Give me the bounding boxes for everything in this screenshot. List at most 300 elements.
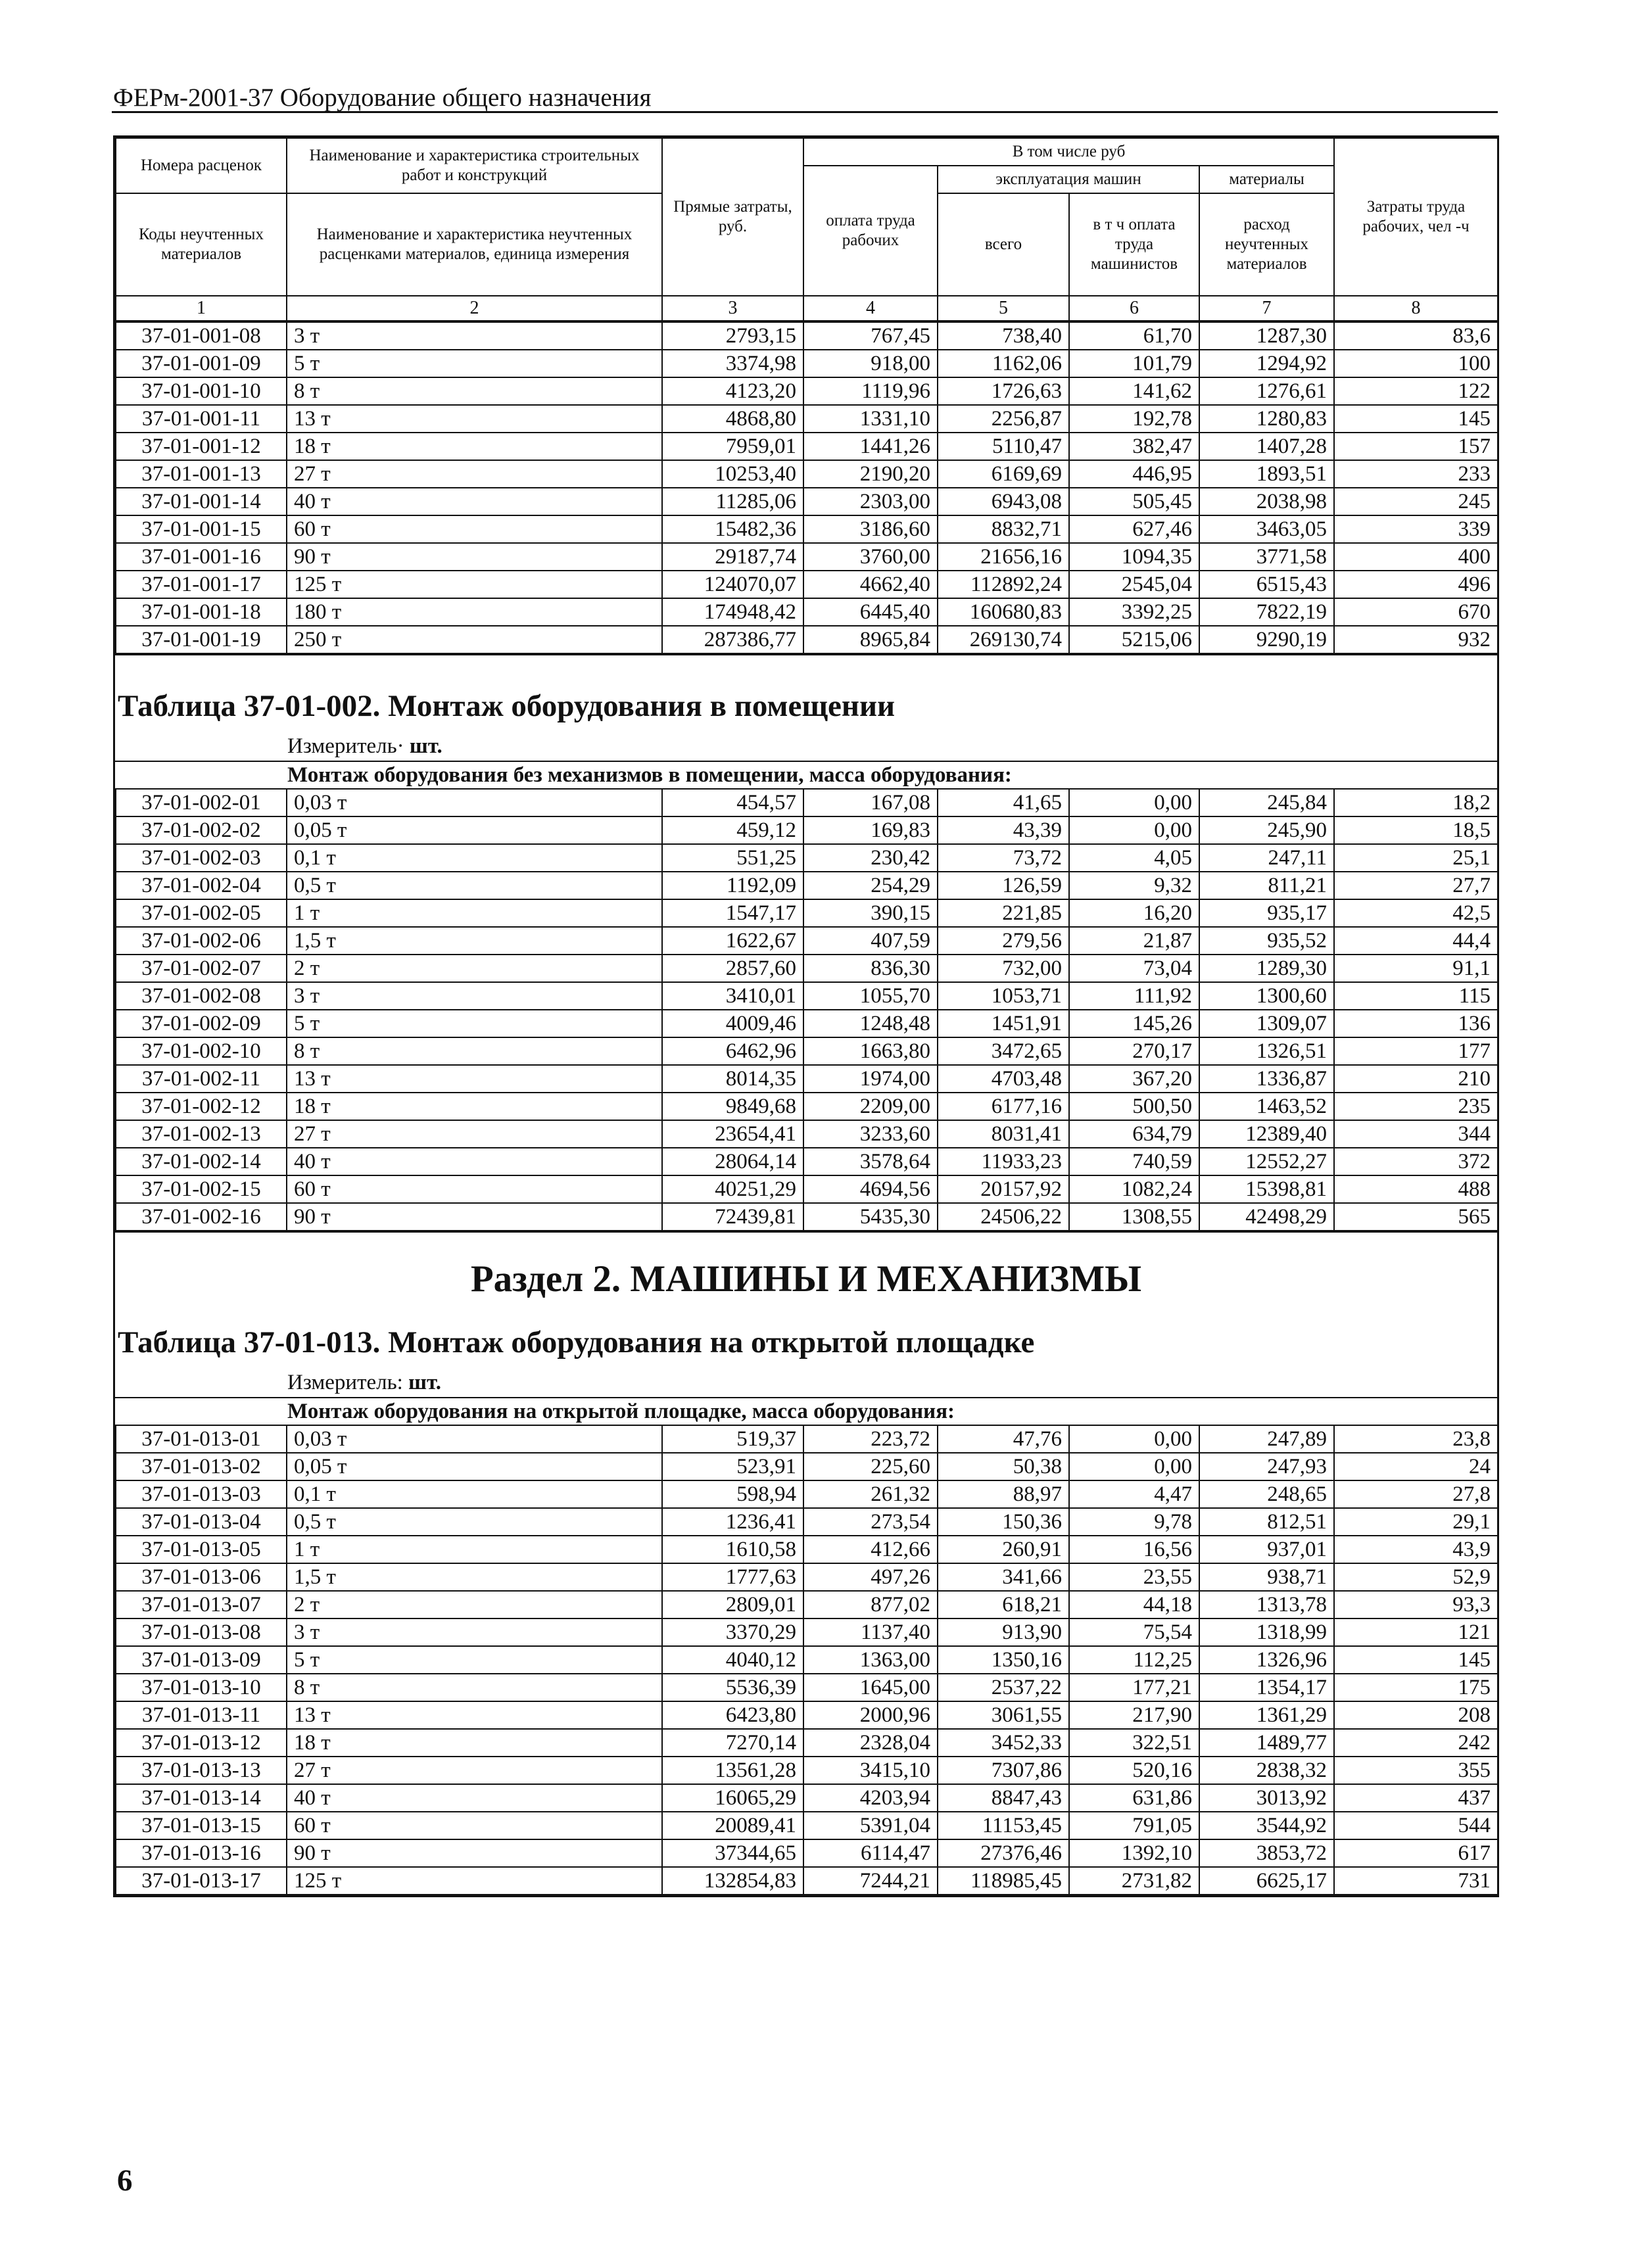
labor-pay-cell: 407,59 <box>803 927 938 955</box>
materials-cell: 1361,29 <box>1199 1701 1334 1729</box>
machine-operators-pay-cell: 112,25 <box>1069 1646 1199 1674</box>
work-name-cell: 125 т <box>287 571 662 598</box>
work-name-cell: 1,5 т <box>287 1563 662 1591</box>
table-row <box>116 1839 1498 1867</box>
work-name-cell: 2 т <box>287 955 662 982</box>
unit-value: шт. <box>409 734 442 758</box>
direct-costs-cell: 124070,07 <box>662 571 803 598</box>
machines-total-cell: 2256,87 <box>938 405 1069 433</box>
materials-cell: 1893,51 <box>1199 460 1334 488</box>
labor-pay-cell: 1441,26 <box>803 433 938 460</box>
labor-pay-cell: 1363,00 <box>803 1646 938 1674</box>
materials-cell: 247,93 <box>1199 1453 1334 1480</box>
materials-cell: 937,01 <box>1199 1536 1334 1563</box>
labor-hours-cell: 25,1 <box>1334 844 1498 872</box>
direct-costs-cell: 3410,01 <box>662 982 803 1010</box>
machines-total-cell: 279,56 <box>938 927 1069 955</box>
machines-total-cell: 341,66 <box>938 1563 1069 1591</box>
labor-pay-cell: 4662,40 <box>803 571 938 598</box>
machines-total-cell: 3061,55 <box>938 1701 1069 1729</box>
direct-costs-cell: 15482,36 <box>662 515 803 543</box>
rate-code-cell: 37-01-013-06 <box>116 1563 287 1591</box>
header-machines: эксплуатация машин <box>938 166 1199 193</box>
machine-operators-pay-cell: 101,79 <box>1069 350 1199 377</box>
rate-code-cell: 37-01-001-09 <box>116 350 287 377</box>
labor-hours-cell: 544 <box>1334 1812 1498 1839</box>
machines-total-cell: 20157,92 <box>938 1175 1069 1203</box>
direct-costs-cell: 23654,41 <box>662 1120 803 1148</box>
labor-hours-cell: 670 <box>1334 598 1498 626</box>
table-row <box>116 350 1498 377</box>
materials-cell: 1489,77 <box>1199 1729 1334 1757</box>
machine-operators-pay-cell: 75,54 <box>1069 1618 1199 1646</box>
work-name-cell: 40 т <box>287 1784 662 1812</box>
materials-cell: 811,21 <box>1199 872 1334 899</box>
materials-cell: 7822,19 <box>1199 598 1334 626</box>
work-name-cell: 0,05 т <box>287 1453 662 1480</box>
machine-operators-pay-cell: 73,04 <box>1069 955 1199 982</box>
table-row <box>116 1203 1498 1231</box>
table-row <box>116 1175 1498 1203</box>
materials-cell: 9290,19 <box>1199 626 1334 653</box>
table-title-002: Таблица 37-01-002. Монтаж оборудования в помещении <box>118 689 896 723</box>
header-materials-unaccounted: расход неучтенных материалов <box>1199 193 1334 296</box>
labor-pay-cell: 2328,04 <box>803 1729 938 1757</box>
labor-hours-cell: 145 <box>1334 405 1498 433</box>
direct-costs-cell: 8014,35 <box>662 1065 803 1093</box>
work-name-cell: 90 т <box>287 543 662 571</box>
materials-cell: 6625,17 <box>1199 1867 1334 1895</box>
labor-pay-cell: 4203,94 <box>803 1784 938 1812</box>
table-row <box>116 1453 1498 1480</box>
labor-pay-cell: 3578,64 <box>803 1148 938 1175</box>
header-code-top: Номера расценок <box>116 138 287 193</box>
work-name-cell: 0,5 т <box>287 872 662 899</box>
machines-total-cell: 618,21 <box>938 1591 1069 1618</box>
labor-pay-cell: 3415,10 <box>803 1757 938 1784</box>
labor-pay-cell: 261,32 <box>803 1480 938 1508</box>
labor-pay-cell: 1663,80 <box>803 1037 938 1065</box>
table-row <box>116 1065 1498 1093</box>
materials-cell: 3544,92 <box>1199 1812 1334 1839</box>
materials-cell: 1309,07 <box>1199 1010 1334 1037</box>
machines-total-cell: 4703,48 <box>938 1065 1069 1093</box>
materials-cell: 12389,40 <box>1199 1120 1334 1148</box>
machine-operators-pay-cell: 2545,04 <box>1069 571 1199 598</box>
rate-code-cell: 37-01-013-03 <box>116 1480 287 1508</box>
machine-operators-pay-cell: 505,45 <box>1069 488 1199 515</box>
labor-pay-cell: 1055,70 <box>803 982 938 1010</box>
labor-pay-cell: 273,54 <box>803 1508 938 1536</box>
rate-code-cell: 37-01-002-05 <box>116 899 287 927</box>
direct-costs-cell: 72439,81 <box>662 1203 803 1231</box>
labor-pay-cell: 412,66 <box>803 1536 938 1563</box>
unit-label: Измеритель· <box>287 734 404 758</box>
labor-hours-cell: 245 <box>1334 488 1498 515</box>
rate-code-cell: 37-01-001-14 <box>116 488 287 515</box>
work-name-cell: 0,03 т <box>287 789 662 816</box>
work-name-cell: 13 т <box>287 1065 662 1093</box>
machines-total-cell: 88,97 <box>938 1480 1069 1508</box>
work-name-cell: 0,05 т <box>287 816 662 844</box>
direct-costs-cell: 1547,17 <box>662 899 803 927</box>
machines-total-cell: 43,39 <box>938 816 1069 844</box>
table-row <box>116 955 1498 982</box>
page-number: 6 <box>117 2163 133 2198</box>
labor-pay-cell: 918,00 <box>803 350 938 377</box>
labor-pay-cell: 1331,10 <box>803 405 938 433</box>
labor-pay-cell: 1248,48 <box>803 1010 938 1037</box>
labor-hours-cell: 400 <box>1334 543 1498 571</box>
group-title: Монтаж оборудования на открытой площадке, масса оборудования: <box>287 1400 955 1424</box>
rate-code-cell: 37-01-013-11 <box>116 1701 287 1729</box>
labor-pay-cell: 254,29 <box>803 872 938 899</box>
table-row <box>116 1757 1498 1784</box>
materials-cell: 245,90 <box>1199 816 1334 844</box>
machine-operators-pay-cell: 631,86 <box>1069 1784 1199 1812</box>
table-row <box>116 872 1498 899</box>
work-name-cell: 5 т <box>287 350 662 377</box>
direct-costs-cell: 1610,58 <box>662 1536 803 1563</box>
work-name-cell: 0,1 т <box>287 1480 662 1508</box>
work-name-cell: 27 т <box>287 460 662 488</box>
machine-operators-pay-cell: 2731,82 <box>1069 1867 1199 1895</box>
machine-operators-pay-cell: 16,20 <box>1069 899 1199 927</box>
machines-total-cell: 913,90 <box>938 1618 1069 1646</box>
rate-code-cell: 37-01-002-16 <box>116 1203 287 1231</box>
machine-operators-pay-cell: 1082,24 <box>1069 1175 1199 1203</box>
machines-total-cell: 160680,83 <box>938 598 1069 626</box>
work-name-cell: 60 т <box>287 1175 662 1203</box>
work-name-cell: 3 т <box>287 1618 662 1646</box>
table-row <box>116 927 1498 955</box>
machine-operators-pay-cell: 382,47 <box>1069 433 1199 460</box>
labor-pay-cell: 230,42 <box>803 844 938 872</box>
work-name-cell: 8 т <box>287 1037 662 1065</box>
direct-costs-cell: 3370,29 <box>662 1618 803 1646</box>
rate-code-cell: 37-01-013-01 <box>116 1425 287 1453</box>
machines-total-cell: 1162,06 <box>938 350 1069 377</box>
work-name-cell: 3 т <box>287 322 662 350</box>
header-direct-costs: Прямые затраты, руб. <box>662 138 803 296</box>
direct-costs-cell: 519,37 <box>662 1425 803 1453</box>
table-row <box>116 460 1498 488</box>
rate-code-cell: 37-01-002-12 <box>116 1093 287 1120</box>
machines-total-cell: 126,59 <box>938 872 1069 899</box>
table-37-01-002 <box>115 788 1498 1231</box>
machines-total-cell: 6943,08 <box>938 488 1069 515</box>
rate-code-cell: 37-01-002-13 <box>116 1120 287 1148</box>
labor-pay-cell: 4694,56 <box>803 1175 938 1203</box>
materials-cell: 245,84 <box>1199 789 1334 816</box>
labor-hours-cell: 93,3 <box>1334 1591 1498 1618</box>
column-number: 8 <box>1334 296 1498 321</box>
labor-pay-cell: 390,15 <box>803 899 938 927</box>
labor-hours-cell: 44,4 <box>1334 927 1498 955</box>
machine-operators-pay-cell: 1392,10 <box>1069 1839 1199 1867</box>
labor-pay-cell: 5391,04 <box>803 1812 938 1839</box>
materials-cell: 42498,29 <box>1199 1203 1334 1231</box>
rate-code-cell: 37-01-001-08 <box>116 322 287 350</box>
machines-total-cell: 73,72 <box>938 844 1069 872</box>
materials-cell: 12552,27 <box>1199 1148 1334 1175</box>
rate-code-cell: 37-01-013-09 <box>116 1646 287 1674</box>
machine-operators-pay-cell: 16,56 <box>1069 1536 1199 1563</box>
labor-hours-cell: 617 <box>1334 1839 1498 1867</box>
materials-cell: 15398,81 <box>1199 1175 1334 1203</box>
rate-code-cell: 37-01-001-13 <box>116 460 287 488</box>
direct-costs-cell: 551,25 <box>662 844 803 872</box>
table-row <box>116 1784 1498 1812</box>
table-row <box>116 1563 1498 1591</box>
labor-hours-cell: 43,9 <box>1334 1536 1498 1563</box>
labor-hours-cell: 565 <box>1334 1203 1498 1231</box>
labor-hours-cell: 208 <box>1334 1701 1498 1729</box>
machine-operators-pay-cell: 217,90 <box>1069 1701 1199 1729</box>
rate-code-cell: 37-01-001-15 <box>116 515 287 543</box>
machine-operators-pay-cell: 0,00 <box>1069 816 1199 844</box>
work-name-cell: 3 т <box>287 982 662 1010</box>
direct-costs-cell: 4868,80 <box>662 405 803 433</box>
direct-costs-cell: 459,12 <box>662 816 803 844</box>
machines-total-cell: 221,85 <box>938 899 1069 927</box>
work-name-cell: 0,5 т <box>287 1508 662 1536</box>
machines-total-cell: 5110,47 <box>938 433 1069 460</box>
materials-cell: 6515,43 <box>1199 571 1334 598</box>
labor-hours-cell: 344 <box>1334 1120 1498 1148</box>
table-row <box>116 488 1498 515</box>
table-row <box>116 405 1498 433</box>
table-row <box>116 433 1498 460</box>
table-row <box>116 844 1498 872</box>
machine-operators-pay-cell: 446,95 <box>1069 460 1199 488</box>
direct-costs-cell: 287386,77 <box>662 626 803 653</box>
machine-operators-pay-cell: 61,70 <box>1069 322 1199 350</box>
machine-operators-pay-cell: 1094,35 <box>1069 543 1199 571</box>
group-title: Монтаж оборудования без механизмов в помещении, масса оборудования: <box>287 763 1012 787</box>
rate-code-cell: 37-01-002-10 <box>116 1037 287 1065</box>
machine-operators-pay-cell: 145,26 <box>1069 1010 1199 1037</box>
work-name-cell: 18 т <box>287 1729 662 1757</box>
rate-code-cell: 37-01-013-13 <box>116 1757 287 1784</box>
column-number: 2 <box>287 296 662 321</box>
table-row <box>116 626 1498 653</box>
materials-cell: 3463,05 <box>1199 515 1334 543</box>
column-number: 7 <box>1199 296 1334 321</box>
table-row <box>116 1701 1498 1729</box>
machine-operators-pay-cell: 0,00 <box>1069 789 1199 816</box>
labor-hours-cell: 488 <box>1334 1175 1498 1203</box>
header-rule <box>112 111 1498 113</box>
table-row <box>116 1646 1498 1674</box>
labor-hours-cell: 932 <box>1334 626 1498 653</box>
column-number: 5 <box>938 296 1069 321</box>
machines-total-cell: 11153,45 <box>938 1812 1069 1839</box>
labor-pay-cell: 3760,00 <box>803 543 938 571</box>
labor-hours-cell: 52,9 <box>1334 1563 1498 1591</box>
direct-costs-cell: 10253,40 <box>662 460 803 488</box>
table-row <box>116 1508 1498 1536</box>
machine-operators-pay-cell: 634,79 <box>1069 1120 1199 1148</box>
direct-costs-cell: 2857,60 <box>662 955 803 982</box>
table-row <box>116 1120 1498 1148</box>
rate-code-cell: 37-01-001-10 <box>116 377 287 405</box>
rate-code-cell: 37-01-002-06 <box>116 927 287 955</box>
machine-operators-pay-cell: 5215,06 <box>1069 626 1199 653</box>
machines-total-cell: 6177,16 <box>938 1093 1069 1120</box>
materials-cell: 3771,58 <box>1199 543 1334 571</box>
table-row <box>116 1010 1498 1037</box>
header-labor-pay: оплата труда рабочих <box>803 166 938 296</box>
machines-total-cell: 150,36 <box>938 1508 1069 1536</box>
machine-operators-pay-cell: 44,18 <box>1069 1591 1199 1618</box>
unit-label: Измеритель: <box>287 1371 403 1395</box>
labor-hours-cell: 122 <box>1334 377 1498 405</box>
rate-code-cell: 37-01-002-02 <box>116 816 287 844</box>
direct-costs-cell: 28064,14 <box>662 1148 803 1175</box>
work-name-cell: 27 т <box>287 1757 662 1784</box>
section-table-37-01-002 <box>115 654 1497 788</box>
work-name-cell: 1 т <box>287 1536 662 1563</box>
direct-costs-cell: 132854,83 <box>662 1867 803 1895</box>
labor-pay-cell: 767,45 <box>803 322 938 350</box>
table-row <box>116 322 1498 350</box>
labor-hours-cell: 339 <box>1334 515 1498 543</box>
labor-hours-cell: 27,7 <box>1334 872 1498 899</box>
machine-operators-pay-cell: 4,47 <box>1069 1480 1199 1508</box>
machines-total-cell: 112892,24 <box>938 571 1069 598</box>
table-row <box>116 377 1498 405</box>
machine-operators-pay-cell: 9,78 <box>1069 1508 1199 1536</box>
direct-costs-cell: 5536,39 <box>662 1674 803 1701</box>
machines-total-cell: 7307,86 <box>938 1757 1069 1784</box>
table-row <box>116 1536 1498 1563</box>
machine-operators-pay-cell: 500,50 <box>1069 1093 1199 1120</box>
labor-hours-cell: 210 <box>1334 1065 1498 1093</box>
direct-costs-cell: 4123,20 <box>662 377 803 405</box>
rate-code-cell: 37-01-013-05 <box>116 1536 287 1563</box>
materials-cell: 1276,61 <box>1199 377 1334 405</box>
materials-cell: 2838,32 <box>1199 1757 1334 1784</box>
labor-hours-cell: 91,1 <box>1334 955 1498 982</box>
labor-pay-cell: 5435,30 <box>803 1203 938 1231</box>
table-row <box>116 571 1498 598</box>
materials-cell: 1318,99 <box>1199 1618 1334 1646</box>
header-machines-operators: в т ч оплата труда машинистов <box>1069 193 1199 296</box>
direct-costs-cell: 29187,74 <box>662 543 803 571</box>
labor-pay-cell: 1137,40 <box>803 1618 938 1646</box>
labor-hours-cell: 42,5 <box>1334 899 1498 927</box>
materials-cell: 247,11 <box>1199 844 1334 872</box>
rate-code-cell: 37-01-001-19 <box>116 626 287 653</box>
work-name-cell: 18 т <box>287 1093 662 1120</box>
labor-hours-cell: 24 <box>1334 1453 1498 1480</box>
labor-pay-cell: 2209,00 <box>803 1093 938 1120</box>
machines-total-cell: 260,91 <box>938 1536 1069 1563</box>
work-name-cell: 1,5 т <box>287 927 662 955</box>
machines-total-cell: 1350,16 <box>938 1646 1069 1674</box>
labor-hours-cell: 496 <box>1334 571 1498 598</box>
materials-cell: 1407,28 <box>1199 433 1334 460</box>
materials-cell: 935,52 <box>1199 927 1334 955</box>
work-name-cell: 13 т <box>287 1701 662 1729</box>
table-row <box>116 515 1498 543</box>
work-name-cell: 0,1 т <box>287 844 662 872</box>
unit-value: шт. <box>408 1371 441 1395</box>
rate-code-cell: 37-01-001-16 <box>116 543 287 571</box>
work-name-cell: 0,03 т <box>287 1425 662 1453</box>
column-number: 3 <box>662 296 803 321</box>
table-row <box>116 899 1498 927</box>
work-name-cell: 90 т <box>287 1839 662 1867</box>
machine-operators-pay-cell: 4,05 <box>1069 844 1199 872</box>
direct-costs-cell: 37344,65 <box>662 1839 803 1867</box>
section-title: Раздел 2. МАШИНЫ И МЕХАНИЗМЫ <box>470 1258 1142 1300</box>
labor-hours-cell: 233 <box>1334 460 1498 488</box>
labor-hours-cell: 355 <box>1334 1757 1498 1784</box>
rate-code-cell: 37-01-013-02 <box>116 1453 287 1480</box>
direct-costs-cell: 9849,68 <box>662 1093 803 1120</box>
table-row <box>116 1425 1498 1453</box>
machine-operators-pay-cell: 270,17 <box>1069 1037 1199 1065</box>
rate-code-cell: 37-01-013-04 <box>116 1508 287 1536</box>
machines-total-cell: 24506,22 <box>938 1203 1069 1231</box>
table-row <box>116 1037 1498 1065</box>
labor-hours-cell: 437 <box>1334 1784 1498 1812</box>
work-name-cell: 8 т <box>287 1674 662 1701</box>
header-labor-costs: Затраты труда рабочих, чел -ч <box>1334 138 1498 296</box>
machine-operators-pay-cell: 367,20 <box>1069 1065 1199 1093</box>
machine-operators-pay-cell: 177,21 <box>1069 1674 1199 1701</box>
machines-total-cell: 3472,65 <box>938 1037 1069 1065</box>
labor-pay-cell: 3233,60 <box>803 1120 938 1148</box>
rate-code-cell: 37-01-013-08 <box>116 1618 287 1646</box>
header-name-top: Наименование и характеристика строительных работ и конструкций <box>287 138 662 193</box>
labor-pay-cell: 3186,60 <box>803 515 938 543</box>
labor-hours-cell: 115 <box>1334 982 1498 1010</box>
labor-pay-cell: 1645,00 <box>803 1674 938 1701</box>
direct-costs-cell: 4040,12 <box>662 1646 803 1674</box>
rate-code-cell: 37-01-013-17 <box>116 1867 287 1895</box>
table-row <box>116 1148 1498 1175</box>
machines-total-cell: 1451,91 <box>938 1010 1069 1037</box>
machines-total-cell: 27376,46 <box>938 1839 1069 1867</box>
work-name-cell: 40 т <box>287 1148 662 1175</box>
column-number: 4 <box>803 296 938 321</box>
machines-total-cell: 11933,23 <box>938 1148 1069 1175</box>
table-37-01-001 <box>115 321 1498 654</box>
rate-code-cell: 37-01-002-09 <box>116 1010 287 1037</box>
table-row <box>116 1591 1498 1618</box>
header-name-bottom: Наименование и характеристика неучтенных расценками материалов, единица измерения <box>287 193 662 296</box>
machine-operators-pay-cell: 0,00 <box>1069 1453 1199 1480</box>
machines-total-cell: 738,40 <box>938 322 1069 350</box>
table-row <box>116 598 1498 626</box>
rate-code-cell: 37-01-013-12 <box>116 1729 287 1757</box>
labor-pay-cell: 1119,96 <box>803 377 938 405</box>
unit-of-measure <box>115 733 1497 762</box>
work-name-cell: 40 т <box>287 488 662 515</box>
column-number: 1 <box>116 296 287 321</box>
machines-total-cell: 47,76 <box>938 1425 1069 1453</box>
work-name-cell: 18 т <box>287 433 662 460</box>
table-row <box>116 816 1498 844</box>
materials-cell: 1280,83 <box>1199 405 1334 433</box>
work-name-cell: 60 т <box>287 1812 662 1839</box>
labor-pay-cell: 836,30 <box>803 955 938 982</box>
machine-operators-pay-cell: 3392,25 <box>1069 598 1199 626</box>
machines-total-cell: 3452,33 <box>938 1729 1069 1757</box>
